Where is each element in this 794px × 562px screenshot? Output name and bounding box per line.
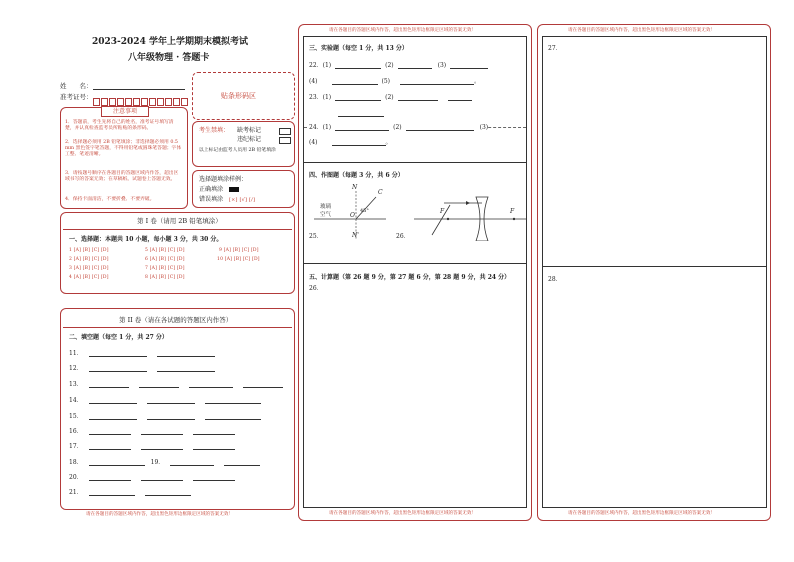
- part2-box: 第 II 卷（请在各试题的答题区内作答） 二、填空题（每空 1 分，共 27 分） 11． 12． 13． 14． 15． 16． 17． 18． 19． 20． 21．: [60, 308, 295, 510]
- q27-label: 27．: [548, 45, 562, 52]
- q28-answer-space[interactable]: [547, 287, 761, 503]
- notice-heading: 注意事项: [101, 106, 149, 117]
- notice-item-1: 1．答题前，考生先将自己的姓名，准考证号填写清楚，并认真检查监考员所粘贴的条形码。: [65, 120, 174, 132]
- absent-mark[interactable]: [279, 128, 291, 135]
- figure-26: F F: [414, 191, 526, 241]
- q10-options[interactable]: [A] [B] [C] [D]: [224, 257, 260, 262]
- q4-options[interactable]: [A] [B] [C] [D]: [73, 275, 109, 280]
- part1-box: 第 I 卷（请用 2B 铅笔填涂） 一、选择题：本题共 10 小题，每小题 3 分，共 30 分。 1 [A] [B] [C] [D] 2 [A] [B] [C] [D] 3 [A] [B] [C] [D] 4 [A] [B] [C] [D] 5 [A] [B] [C] [D] 6 [A] [B] [C] [D] 7 [A] [B] [C] [D] 8 [A] [B] [C] [D] 9 [A] [B] [C] [D] 10 [A] [B] [C] [D]: [60, 212, 295, 294]
- notice-item-4: 4．保持卡面清洁，不要折叠、不要弄破。: [65, 197, 155, 202]
- examinee-note: 以上标记由监考人员用 2B 铅笔填涂: [199, 148, 276, 153]
- q1-options[interactable]: [A] [B] [C] [D]: [73, 248, 109, 253]
- q26b-label: 26．: [309, 285, 323, 292]
- name-label: 姓 名：: [60, 82, 93, 90]
- part1-section: 一、选择题：本题共 10 小题，每小题 3 分，共 30 分。: [69, 236, 223, 243]
- warning-col3-top: 请在各题目的答题区域内作答，超出黑色矩形边框限定区域的答案无效！: [568, 28, 716, 33]
- exam-title: 2023-2024 学年上学期期末模拟考试: [92, 37, 248, 47]
- wrong-fill-marks: [×] [√] [/]: [229, 197, 256, 203]
- warning-col2-top: 请在各题目的答题区域内作答，超出黑色矩形边框限定区域的答案无效！: [329, 28, 477, 33]
- warning-col1: 请在各题目的答题区域内作答，超出黑色矩形边框限定区域的答案无效！: [86, 512, 234, 517]
- notice-item-2: 2．选择题必须用 2B 铅笔填涂；非选择题必须用 0.5 mm 黑色签字笔答题，不得用铅笔或圆珠笔答题；字体工整、笔迹清晰。: [65, 140, 182, 158]
- q26-label: 26．: [396, 233, 410, 240]
- absent-label: 缺考标记: [237, 127, 262, 134]
- card-subtitle: 八年级物理 · 答题卡: [128, 53, 210, 63]
- notice-box: [60, 107, 188, 209]
- exam-no-label: 准考证号：: [60, 93, 93, 101]
- q26-answer-space[interactable]: [309, 295, 521, 503]
- wrong-fill-label: 错误填涂: [199, 196, 224, 203]
- violation-mark[interactable]: [279, 137, 291, 144]
- q6-options[interactable]: [A] [B] [C] [D]: [149, 257, 185, 262]
- part1-heading: 第 I 卷（请用 2B 铅笔填涂）: [137, 217, 222, 225]
- q9-options[interactable]: [A] [B] [C] [D]: [223, 248, 259, 253]
- fill-sample-box: [192, 170, 295, 208]
- examinee-box: [192, 121, 295, 167]
- q28-label: 28．: [548, 276, 562, 283]
- name-field[interactable]: [93, 89, 185, 90]
- q5-options[interactable]: [A] [B] [C] [D]: [149, 248, 185, 253]
- warning-col2-bottom: 请在各题目的答题区域内作答，超出黑色矩形边框限定区域的答案无效！: [329, 511, 477, 516]
- col2-answer-area: 三、实验题（每空 1 分，共 13 分） 22．(1) (2) (3) (4) (5) 。 23．(1) (2) 24．(1) (2) (3) (4) 。 四、作图题（每题 3 分，共 6 分） N C 45° O 玻璃 空气 N' 25． F F 26． 五、计算题（第 26 题 9 分，第 27 题 6 分，第 28 题 9 分，共 24 分） 26．: [303, 36, 527, 508]
- section5-heading: 五、计算题（第 26 题 9 分，第 27 题 6 分，第 28 题 9 分，共 24 分）: [309, 274, 511, 281]
- section4-heading: 四、作图题（每题 3 分，共 6 分）: [309, 172, 404, 179]
- part2-heading: 第 II 卷（请在各试题的答题区内作答）: [119, 316, 233, 324]
- q8-options[interactable]: [A] [B] [C] [D]: [149, 275, 185, 280]
- correct-fill-label: 正确填涂: [199, 186, 224, 193]
- fill-sample-label: 选择题填涂样例：: [199, 176, 248, 183]
- q25-label: 25．: [309, 233, 323, 240]
- q2-options[interactable]: [A] [B] [C] [D]: [73, 257, 109, 262]
- q7-options[interactable]: [A] [B] [C] [D]: [149, 266, 185, 271]
- barcode-area: 贴条形码区: [192, 72, 295, 120]
- figure-25: N C 45° O 玻璃 空气 N': [320, 184, 383, 239]
- col3-answer-area: [542, 36, 767, 508]
- section3-heading: 三、实验题（每空 1 分，共 13 分）: [309, 45, 408, 52]
- warning-col3-bottom: 请在各题目的答题区域内作答，超出黑色矩形边框限定区域的答案无效！: [568, 511, 716, 516]
- correct-fill-mark: [229, 187, 239, 192]
- violation-label: 违纪标记: [237, 136, 262, 143]
- notice-item-3: 3．请按题号顺序在各题目的答题区域内作答，超出区域书写的答案无效；在草稿纸、试题卷上答题无效。: [65, 171, 179, 183]
- examinee-label: 考生禁填：: [199, 127, 230, 134]
- q27-answer-space[interactable]: [547, 55, 761, 261]
- q3-options[interactable]: [A] [B] [C] [D]: [73, 266, 109, 271]
- part2-section: 二、填空题（每空 1 分，共 27 分）: [69, 334, 168, 341]
